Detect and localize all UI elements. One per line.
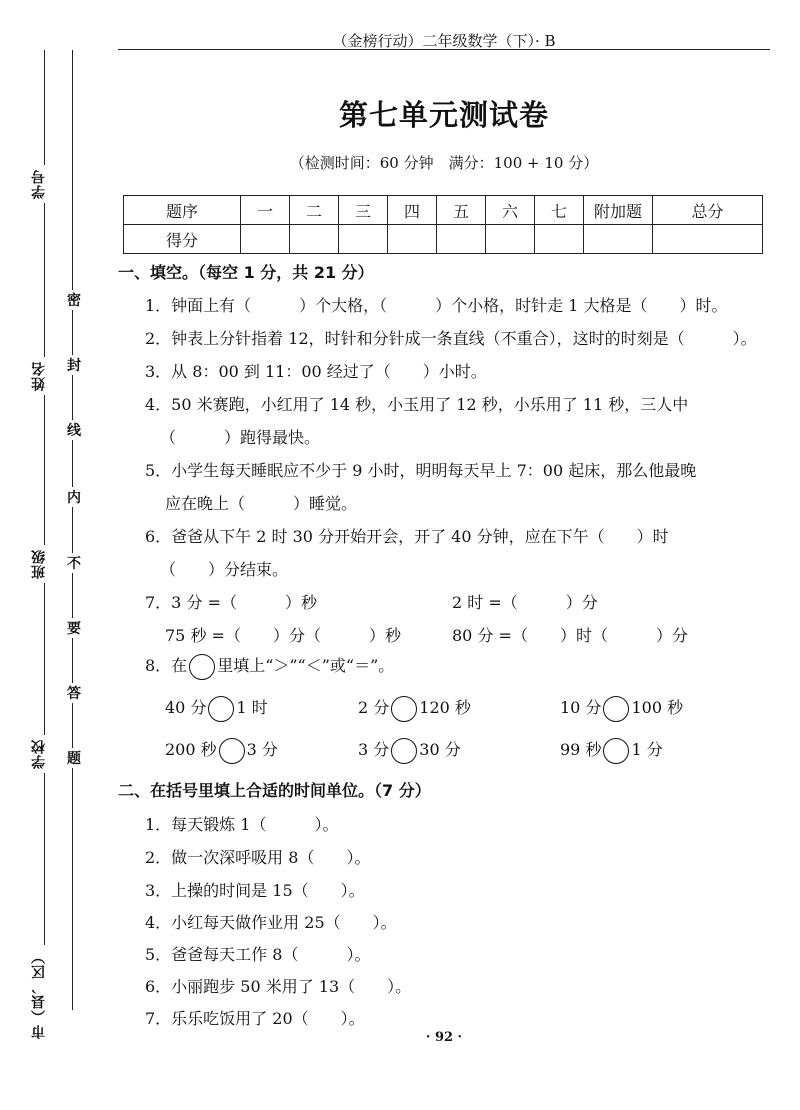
answer-circle[interactable] (603, 738, 629, 764)
section-heading: 一、填空。（每空 1 分，共 21 分） (118, 263, 374, 282)
compare-right: 100 秒 (631, 698, 684, 717)
compare-right: 30 分 (419, 740, 461, 759)
compare-item (165, 737, 278, 764)
score-cell: 附加题 (584, 196, 653, 225)
score-table-header-row (124, 196, 763, 225)
header-divider (118, 49, 770, 50)
score-table (123, 195, 763, 254)
compare-left: 40 分 (165, 698, 207, 717)
score-table-score-row (124, 225, 763, 254)
score-cell: 四 (388, 196, 437, 225)
margin-field-name: 姓名 (29, 357, 49, 395)
score-cell: 七 (535, 196, 584, 225)
seal-char: 不 (63, 553, 85, 573)
score-input-cell[interactable] (653, 225, 763, 254)
question-line: 2．钟表上分针指着 12，时针和分针成一条直线（不重合），这时的时刻是（ ）。 (145, 329, 757, 348)
section-heading: 二、在括号里填上合适的时间单位。（7 分） (118, 781, 431, 800)
score-input-cell[interactable] (437, 225, 486, 254)
seal-char: 题 (63, 748, 85, 768)
compare-item (358, 737, 461, 764)
seal-char: 内 (63, 487, 85, 507)
question-line: 7．乐乐吃饭用了 20（ ）。 (145, 1009, 365, 1028)
question-line: 2．做一次深呼吸用 8（ ）。 (145, 848, 371, 867)
answer-circle[interactable] (391, 738, 417, 764)
exam-info: （检测时间：60 分钟 满分：100 + 10 分） (289, 154, 599, 172)
answer-circle[interactable] (219, 738, 245, 764)
question-line: 4．小红每天做作业用 25（ ）。 (145, 913, 397, 932)
score-input-cell[interactable] (241, 225, 290, 254)
seal-char: 封 (63, 355, 85, 375)
question-line: 4．50 米赛跑，小红用了 14 秒，小玉用了 12 秒，小乐用了 11 秒，三人中 (145, 395, 689, 414)
question-line: 5．爸爸每天工作 8（ ）。 (145, 945, 371, 964)
score-input-cell[interactable] (290, 225, 339, 254)
answer-circle[interactable] (208, 696, 234, 722)
question-line: 1．钟面上有（ ）个大格，（ ）个小格，时针走 1 大格是（ ）时。 (145, 296, 728, 315)
margin-field-student-id: 学号 (29, 165, 49, 203)
answer-circle[interactable] (603, 696, 629, 722)
compare-left: 2 分 (358, 698, 390, 717)
score-input-cell[interactable] (388, 225, 437, 254)
seal-char: 答 (63, 683, 85, 703)
conversion-question: 75 秒 =（ ）分（ ）秒 (165, 626, 401, 645)
compare-left: 3 分 (358, 740, 390, 759)
score-input-cell[interactable] (535, 225, 584, 254)
seal-char: 要 (63, 618, 85, 638)
compare-item (560, 695, 683, 722)
compare-right: 1 时 (236, 698, 268, 717)
score-cell: 五 (437, 196, 486, 225)
compare-left: 10 分 (560, 698, 602, 717)
compare-left: 99 秒 (560, 740, 602, 759)
score-cell: 一 (241, 196, 290, 225)
question-line: 6．爸爸从下午 2 时 30 分开始开会，开了 40 分钟，应在下午（ ）时 (145, 527, 669, 546)
compare-item (165, 695, 268, 722)
compare-right: 120 秒 (419, 698, 471, 717)
score-cell: 题序 (124, 196, 241, 225)
margin-field-class: 班级 (29, 545, 49, 583)
question-line: 5．小学生每天睡眠应不少于 9 小时，明明每天早上 7：00 起床，那么他最晚 (145, 461, 697, 480)
score-cell: 六 (486, 196, 535, 225)
question-line: 3．从 8：00 到 11：00 经过了（ ）小时。 (145, 362, 487, 381)
compare-item (560, 737, 663, 764)
question-line: （ ）分结束。 (160, 560, 289, 579)
score-cell: 三 (339, 196, 388, 225)
score-cell: 总分 (653, 196, 763, 225)
score-input-cell[interactable] (584, 225, 653, 254)
conversion-question: 7．3 分 =（ ）秒 (145, 593, 317, 612)
question-line: （ ）跑得最快。 (160, 428, 321, 447)
book-header: （金榜行动）二年级数学（下）· B (332, 32, 556, 50)
margin-line-seal (72, 50, 73, 1010)
score-cell: 二 (290, 196, 339, 225)
compare-right: 1 分 (631, 740, 663, 759)
margin-field-school: 学校 (29, 735, 49, 773)
compare-intro-after: 里填上“＞”“＜”或“＝”。 (217, 656, 395, 675)
answer-circle[interactable] (391, 696, 417, 722)
compare-left: 200 秒 (165, 740, 217, 759)
score-input-cell[interactable] (486, 225, 535, 254)
conversion-question: 2 时 =（ ）分 (452, 593, 598, 612)
score-input-cell[interactable] (339, 225, 388, 254)
page-number: · 92 · (425, 1030, 463, 1045)
question-line: 3．上操的时间是 15（ ）。 (145, 881, 365, 900)
circle-icon (189, 654, 215, 680)
question-line: 6．小丽跑步 50 米用了 13（ ）。 (145, 977, 412, 996)
compare-intro-before: 8．在 (145, 656, 188, 675)
seal-char: 密 (63, 290, 85, 310)
compare-right: 3 分 (246, 740, 278, 759)
score-row-label: 得分 (124, 225, 241, 254)
seal-char: 线 (63, 420, 85, 440)
compare-item (358, 695, 471, 722)
compare-instruction (145, 653, 394, 680)
margin-field-city: 市（县、区） (29, 945, 49, 1043)
question-line: 1．每天锻炼 1（ ）。 (145, 815, 339, 834)
question-line: 应在晚上（ ）睡觉。 (165, 494, 358, 513)
page-title: 第七单元测试卷 (338, 98, 549, 132)
conversion-question: 80 分 =（ ）时（ ）分 (452, 626, 688, 645)
